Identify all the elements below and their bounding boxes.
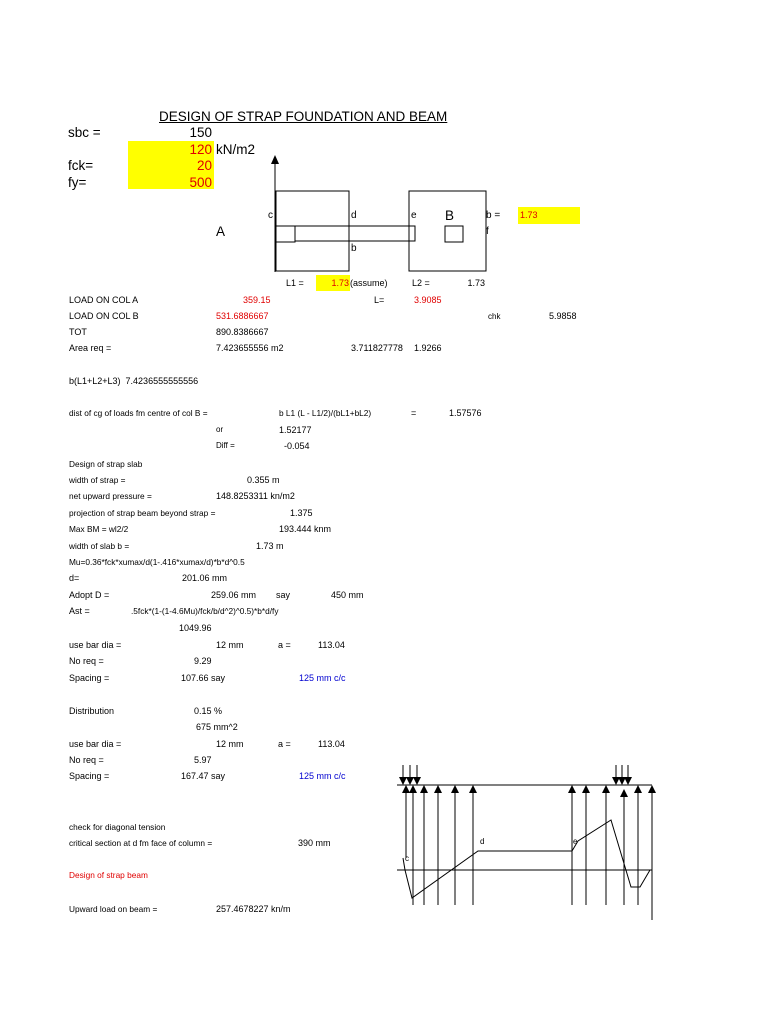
dist-a-label: a = <box>278 739 291 749</box>
pressure-label: net upward pressure = <box>69 491 152 501</box>
bar-dia-value: 12 mm <box>216 640 244 650</box>
col-b-label: LOAD ON COL B <box>69 311 139 321</box>
chk-label: chk <box>488 312 501 321</box>
ast-value: 1049.96 <box>179 623 212 633</box>
cg-eq: = <box>411 408 417 418</box>
dist-no-req-label: No req = <box>69 755 104 765</box>
slab-width-label: width of slab b = <box>69 541 130 551</box>
sketch-label-B: B <box>445 208 455 223</box>
bar-dia-label: use bar dia = <box>69 640 122 650</box>
slab-width-value: 1.73 m <box>256 541 284 551</box>
sfd-label-c: c <box>405 854 409 863</box>
spacing-label: Spacing = <box>69 673 110 683</box>
diff-label: Diff = <box>216 441 235 450</box>
area-label: Area req = <box>69 343 112 353</box>
sfd-label-d: d <box>480 837 485 846</box>
cg-formula: b L1 (L - L1/2)/(bL1+bL2) <box>279 408 372 418</box>
sbc-value[interactable]: 150 <box>189 125 212 140</box>
sketch-label-c: c <box>268 210 273 221</box>
a-value: 113.04 <box>318 640 345 650</box>
fck-value[interactable]: 20 <box>196 158 212 173</box>
d-value: 201.06 mm <box>182 573 228 583</box>
strap-width-value: 0.355 m <box>247 475 280 485</box>
sketch-label-d: d <box>351 210 357 221</box>
ast-label: Ast = <box>69 606 90 616</box>
tot-value: 890.8386667 <box>216 327 269 337</box>
net-pressure-unit: kN/m2 <box>216 142 256 157</box>
sqrt-value: 1.9266 <box>414 343 442 353</box>
adopt-label: Adopt D = <box>69 590 110 600</box>
or-label: or <box>216 425 224 434</box>
dist-spacing-value: 167.47 say <box>181 771 226 781</box>
projection-label: projection of strap beam beyond strap = <box>69 508 216 518</box>
adopt-value: 259.06 mm <box>211 590 257 600</box>
or-value: 1.52177 <box>279 425 312 435</box>
spacing-value: 107.66 say <box>181 673 226 683</box>
L2-value: 1.73 <box>467 278 485 288</box>
dist-bar-dia-label: use bar dia = <box>69 739 122 749</box>
d-label: d= <box>69 573 80 583</box>
cg-label: dist of cg of loads fm centre of col B = <box>69 408 208 418</box>
sketch-label-f: f <box>486 226 489 237</box>
adopt-say: say <box>276 590 291 600</box>
b-value[interactable]: 1.73 <box>520 210 538 220</box>
dist-no-req-value: 5.97 <box>194 755 212 765</box>
b-eq-label: b = <box>486 210 501 221</box>
sbc-label: sbc = <box>68 125 101 140</box>
strap-beam-heading: Design of strap beam <box>69 870 148 880</box>
critical-section-value: 390 mm <box>298 838 331 848</box>
net-pressure-value[interactable]: 120 <box>189 142 212 157</box>
dist-a-value: 113.04 <box>318 739 345 749</box>
L1-value[interactable]: 1.73 <box>331 278 349 288</box>
assume-note: (assume) <box>350 278 388 288</box>
mu-formula: Mu=0.36*fck*xumax/d(1-.416*xumax/d)*b*d^0.5 <box>69 557 245 567</box>
L-label: L= <box>374 295 385 305</box>
dist-spacing-label: Spacing = <box>69 771 110 781</box>
critical-section-label: critical section at d fm face of column = <box>69 838 213 848</box>
strap-width-label: width of strap = <box>69 475 126 485</box>
sketch-label-e: e <box>411 210 417 221</box>
fck-label: fck= <box>68 158 94 173</box>
no-req-label: No req = <box>69 656 104 666</box>
slab-heading: Design of strap slab <box>69 459 143 469</box>
col-a-label: LOAD ON COL A <box>69 295 139 305</box>
fy-value[interactable]: 500 <box>189 175 212 190</box>
distribution-area: 675 mm^2 <box>196 722 238 732</box>
max-bm-value: 193.444 knm <box>279 524 332 534</box>
diag-check-label: check for diagonal tension <box>69 822 166 832</box>
L1-label: L1 = <box>286 278 304 288</box>
L2-label: L2 = <box>412 278 430 288</box>
diff-value: -0.054 <box>284 441 310 451</box>
upward-load-label: Upward load on beam = <box>69 904 158 914</box>
col-a-value: 359.15 <box>243 295 271 305</box>
fy-label: fy= <box>68 175 87 190</box>
sfd-label-e: e <box>573 837 578 846</box>
projection-value: 1.375 <box>290 508 313 518</box>
spacing-say-value: 125 mm c/c <box>299 673 346 683</box>
tot-label: TOT <box>69 327 87 337</box>
page-title: DESIGN OF STRAP FOUNDATION AND BEAM <box>159 109 448 124</box>
distribution-label: Distribution <box>69 706 115 716</box>
area-value: 7.423655556 m2 <box>216 343 284 353</box>
col-b-value: 531.6886667 <box>216 311 269 321</box>
bl-line: b(L1+L2+L3) 7.4236555555556 <box>69 376 199 386</box>
dist-bar-dia-value: 12 mm <box>216 739 244 749</box>
sketch-label-A: A <box>216 224 226 239</box>
sketch-label-b: b <box>351 243 357 254</box>
distribution-pct: 0.15 % <box>194 706 223 716</box>
half-area-value: 3.711827778 <box>351 343 403 353</box>
cg-value: 1.57576 <box>449 408 482 418</box>
upward-load-value: 257.4678227 kn/m <box>216 904 291 914</box>
dist-spacing-say-value: 125 mm c/c <box>299 771 346 781</box>
max-bm-label: Max BM = wl2/2 <box>69 524 129 534</box>
a-label: a = <box>278 640 291 650</box>
pressure-value: 148.8253311 kn/m2 <box>216 491 295 501</box>
ast-formula: .5fck*(1-(1-4.6Mu)/fck/b/d^2)^0.5)*b*d/fy <box>131 606 279 616</box>
L-value: 3.9085 <box>414 295 442 305</box>
chk-value: 5.9858 <box>549 311 577 321</box>
adopt-say-value: 450 mm <box>331 590 364 600</box>
no-req-value: 9.29 <box>194 656 212 666</box>
